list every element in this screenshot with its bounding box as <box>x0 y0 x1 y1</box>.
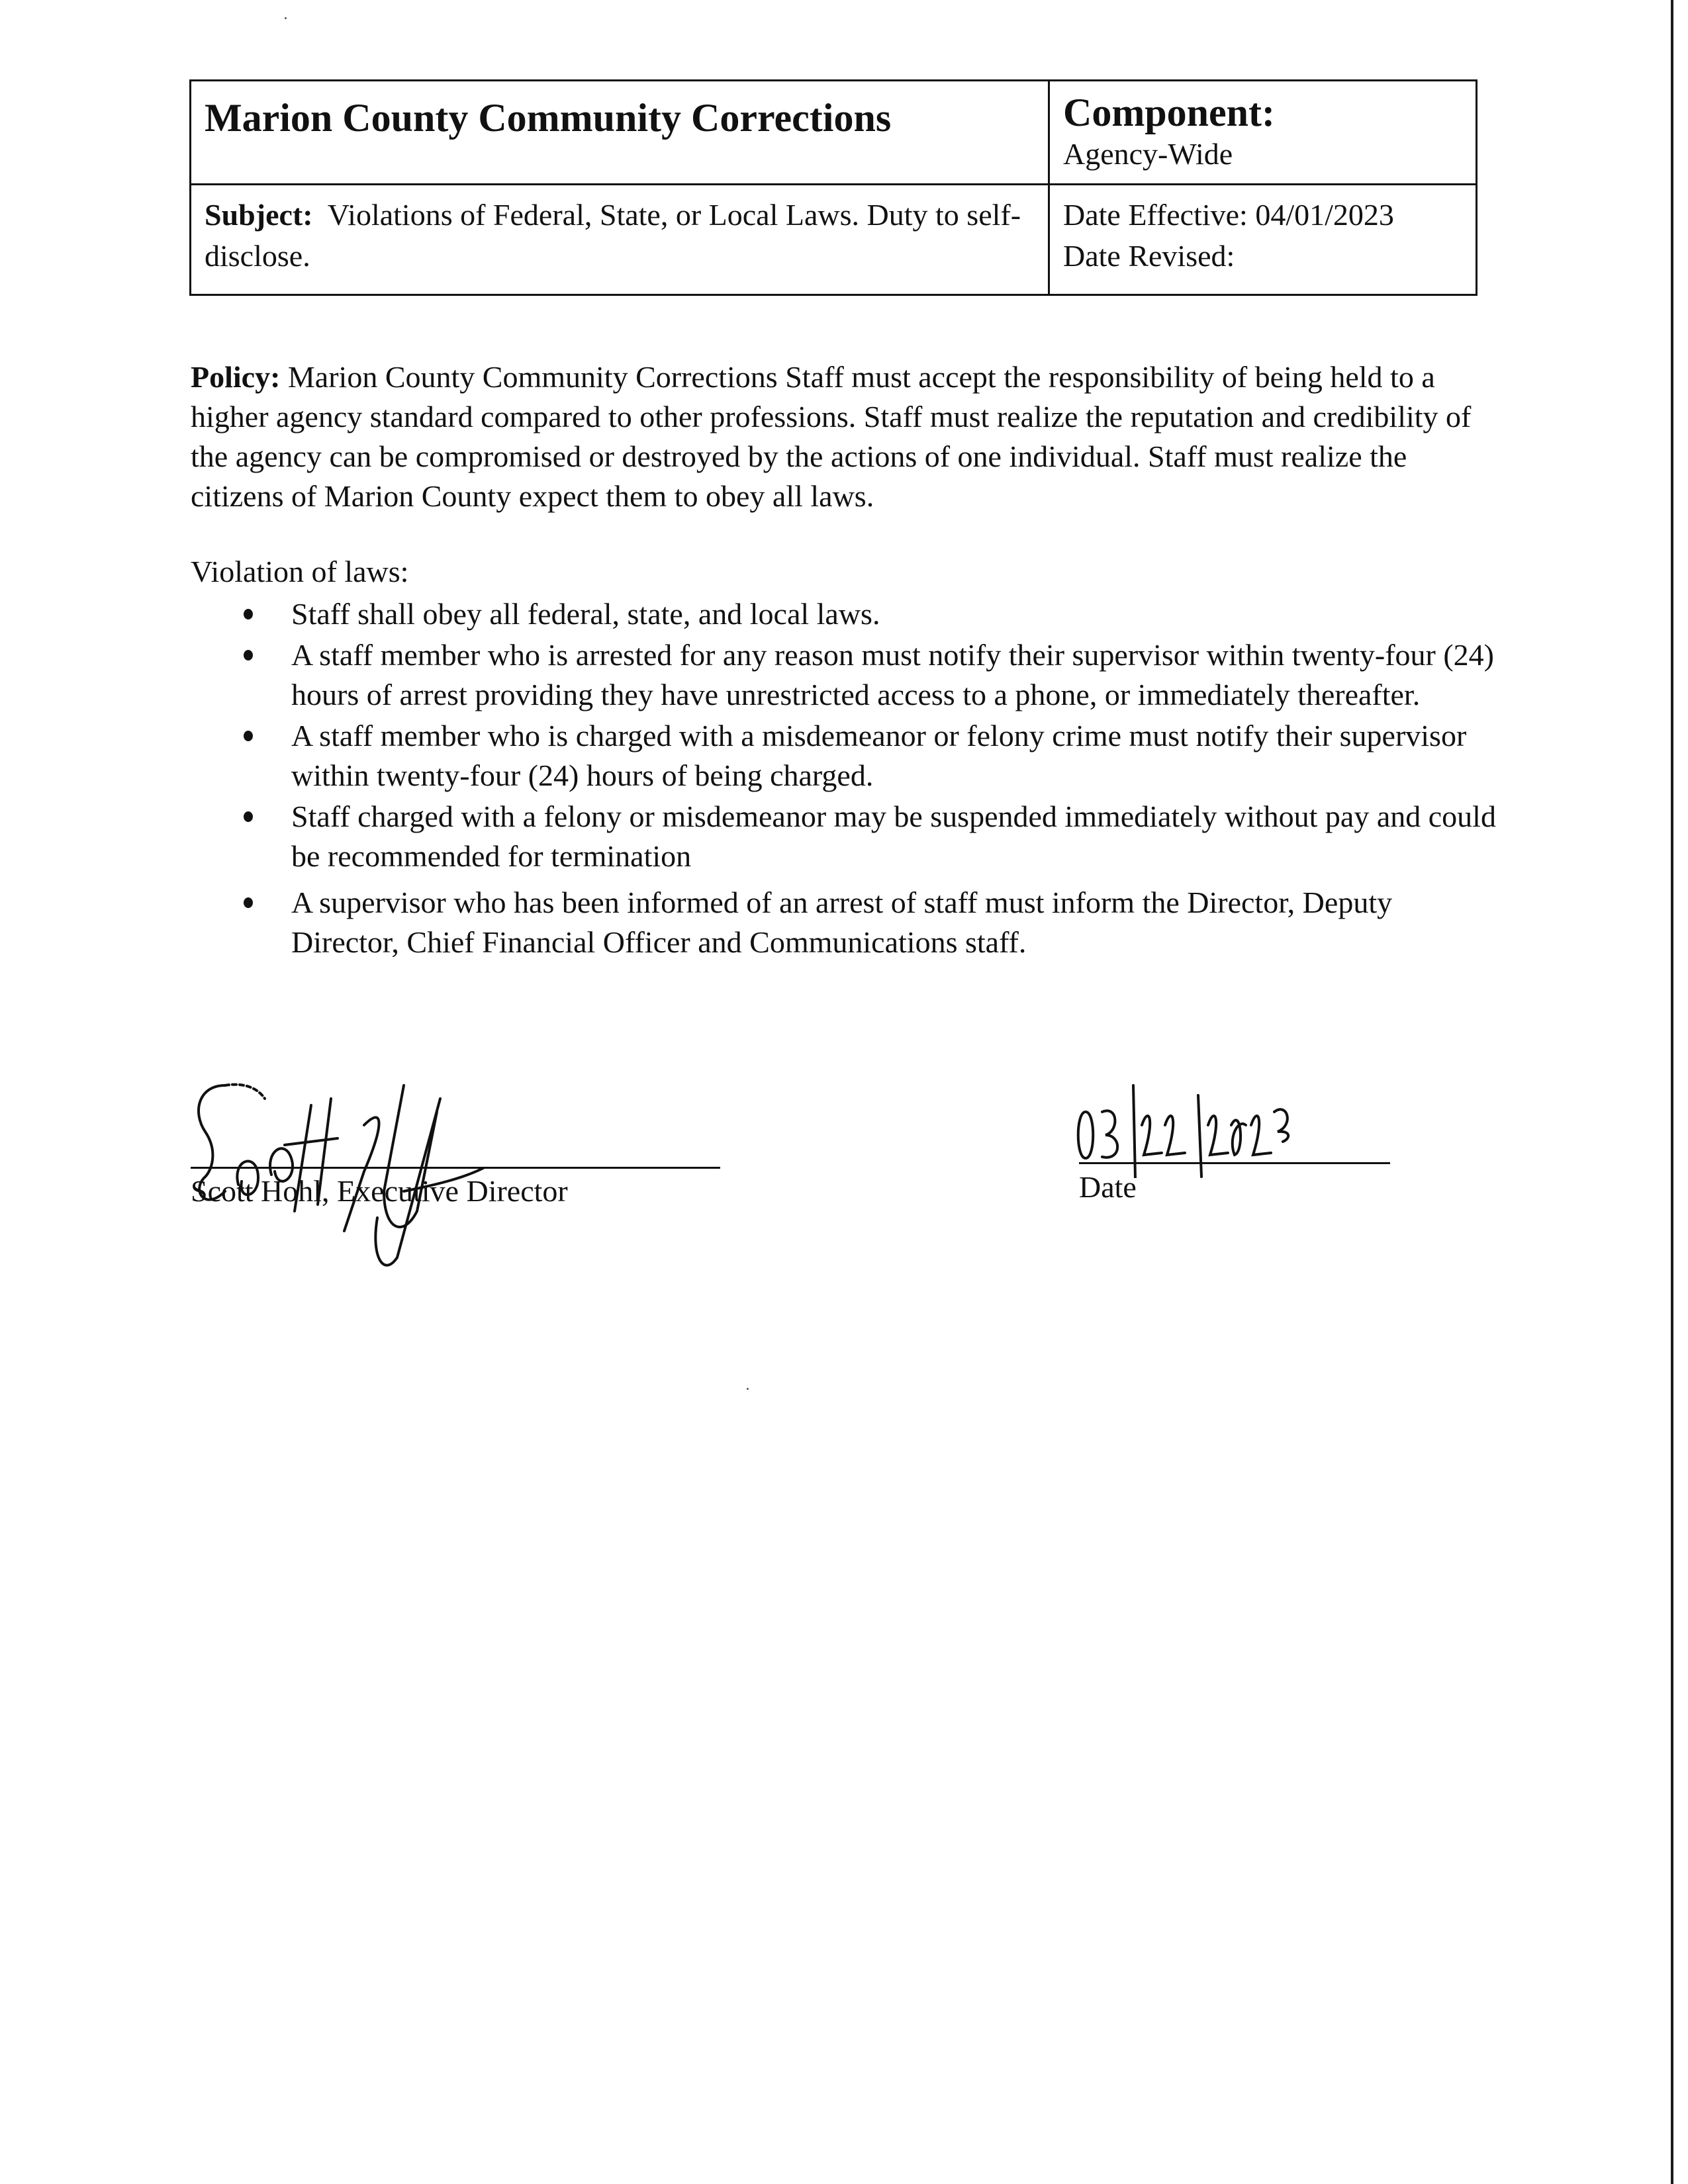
subject-text: Violations of Federal, State, or Local Laws. Duty to self-disclose. <box>205 198 1021 273</box>
list-item <box>191 716 1501 796</box>
bullet-icon <box>244 609 253 619</box>
date-label: Date <box>1079 1170 1137 1204</box>
dates-cell <box>1049 185 1477 295</box>
policy-text: Marion County Community Corrections Staff must accept the responsibility of being held to a higher agency standard compared to other professions. Staff must realize the reputation and credibility of the agency can be compromised or destroyed by the actions of one individual. Staff must realize the citizens of Marion County expect them to obey all laws. <box>191 360 1472 513</box>
bullet-icon <box>244 650 253 660</box>
list-item-text: Staff charged with a felony or misdemeanor may be suspended immediately without pay and could be recommended for termination <box>291 799 1496 873</box>
scan-speck <box>747 1388 749 1390</box>
policy-header-table <box>189 79 1477 296</box>
list-item-text: A staff member who is charged with a misdemeanor or felony crime must notify their supervisor within twenty-four (24) hours of being charged. <box>291 719 1467 792</box>
list-item-text: Staff shall obey all federal, state, and local laws. <box>291 597 880 631</box>
policy-label: Policy: <box>191 360 281 394</box>
signature-line <box>191 1167 720 1169</box>
agency-cell <box>191 81 1049 185</box>
bullet-icon <box>244 897 253 908</box>
list-item-text: A supervisor who has been informed of an arrest of staff must inform the Director, Deputy Director, Chief Financial Officer and Communications staff. <box>291 886 1393 959</box>
component-label: Component: <box>1063 91 1276 134</box>
list-item <box>191 883 1501 962</box>
page-edge-line <box>1671 0 1673 2184</box>
list-item <box>191 797 1501 876</box>
component-value: Agency-Wide <box>1063 137 1233 171</box>
violations-heading: Violation of laws: <box>191 555 409 588</box>
bullet-icon <box>244 811 253 822</box>
subject-cell <box>191 185 1049 295</box>
policy-paragraph <box>191 357 1501 516</box>
scan-speck <box>285 17 287 19</box>
bullet-icon <box>244 731 253 741</box>
agency-title: Marion County Community Corrections <box>205 96 892 140</box>
date-line <box>1079 1162 1390 1164</box>
handwritten-signature <box>185 1059 702 1271</box>
date-revised: Date Revised: <box>1063 239 1235 273</box>
date-effective: Date Effective: 04/01/2023 <box>1063 198 1394 232</box>
violations-list <box>191 594 1501 964</box>
list-item-text: A staff member who is arrested for any reason must notify their supervisor within twenty-four (24) hours of arrest providing they have unrestricted access to a phone, or immediately thereafter. <box>291 638 1494 711</box>
subject-label: Subject: <box>205 198 313 232</box>
list-item <box>191 635 1501 715</box>
component-cell <box>1049 81 1477 185</box>
list-item <box>191 594 1501 634</box>
signer-label: Scott Hohl, Executive Director <box>191 1174 568 1208</box>
